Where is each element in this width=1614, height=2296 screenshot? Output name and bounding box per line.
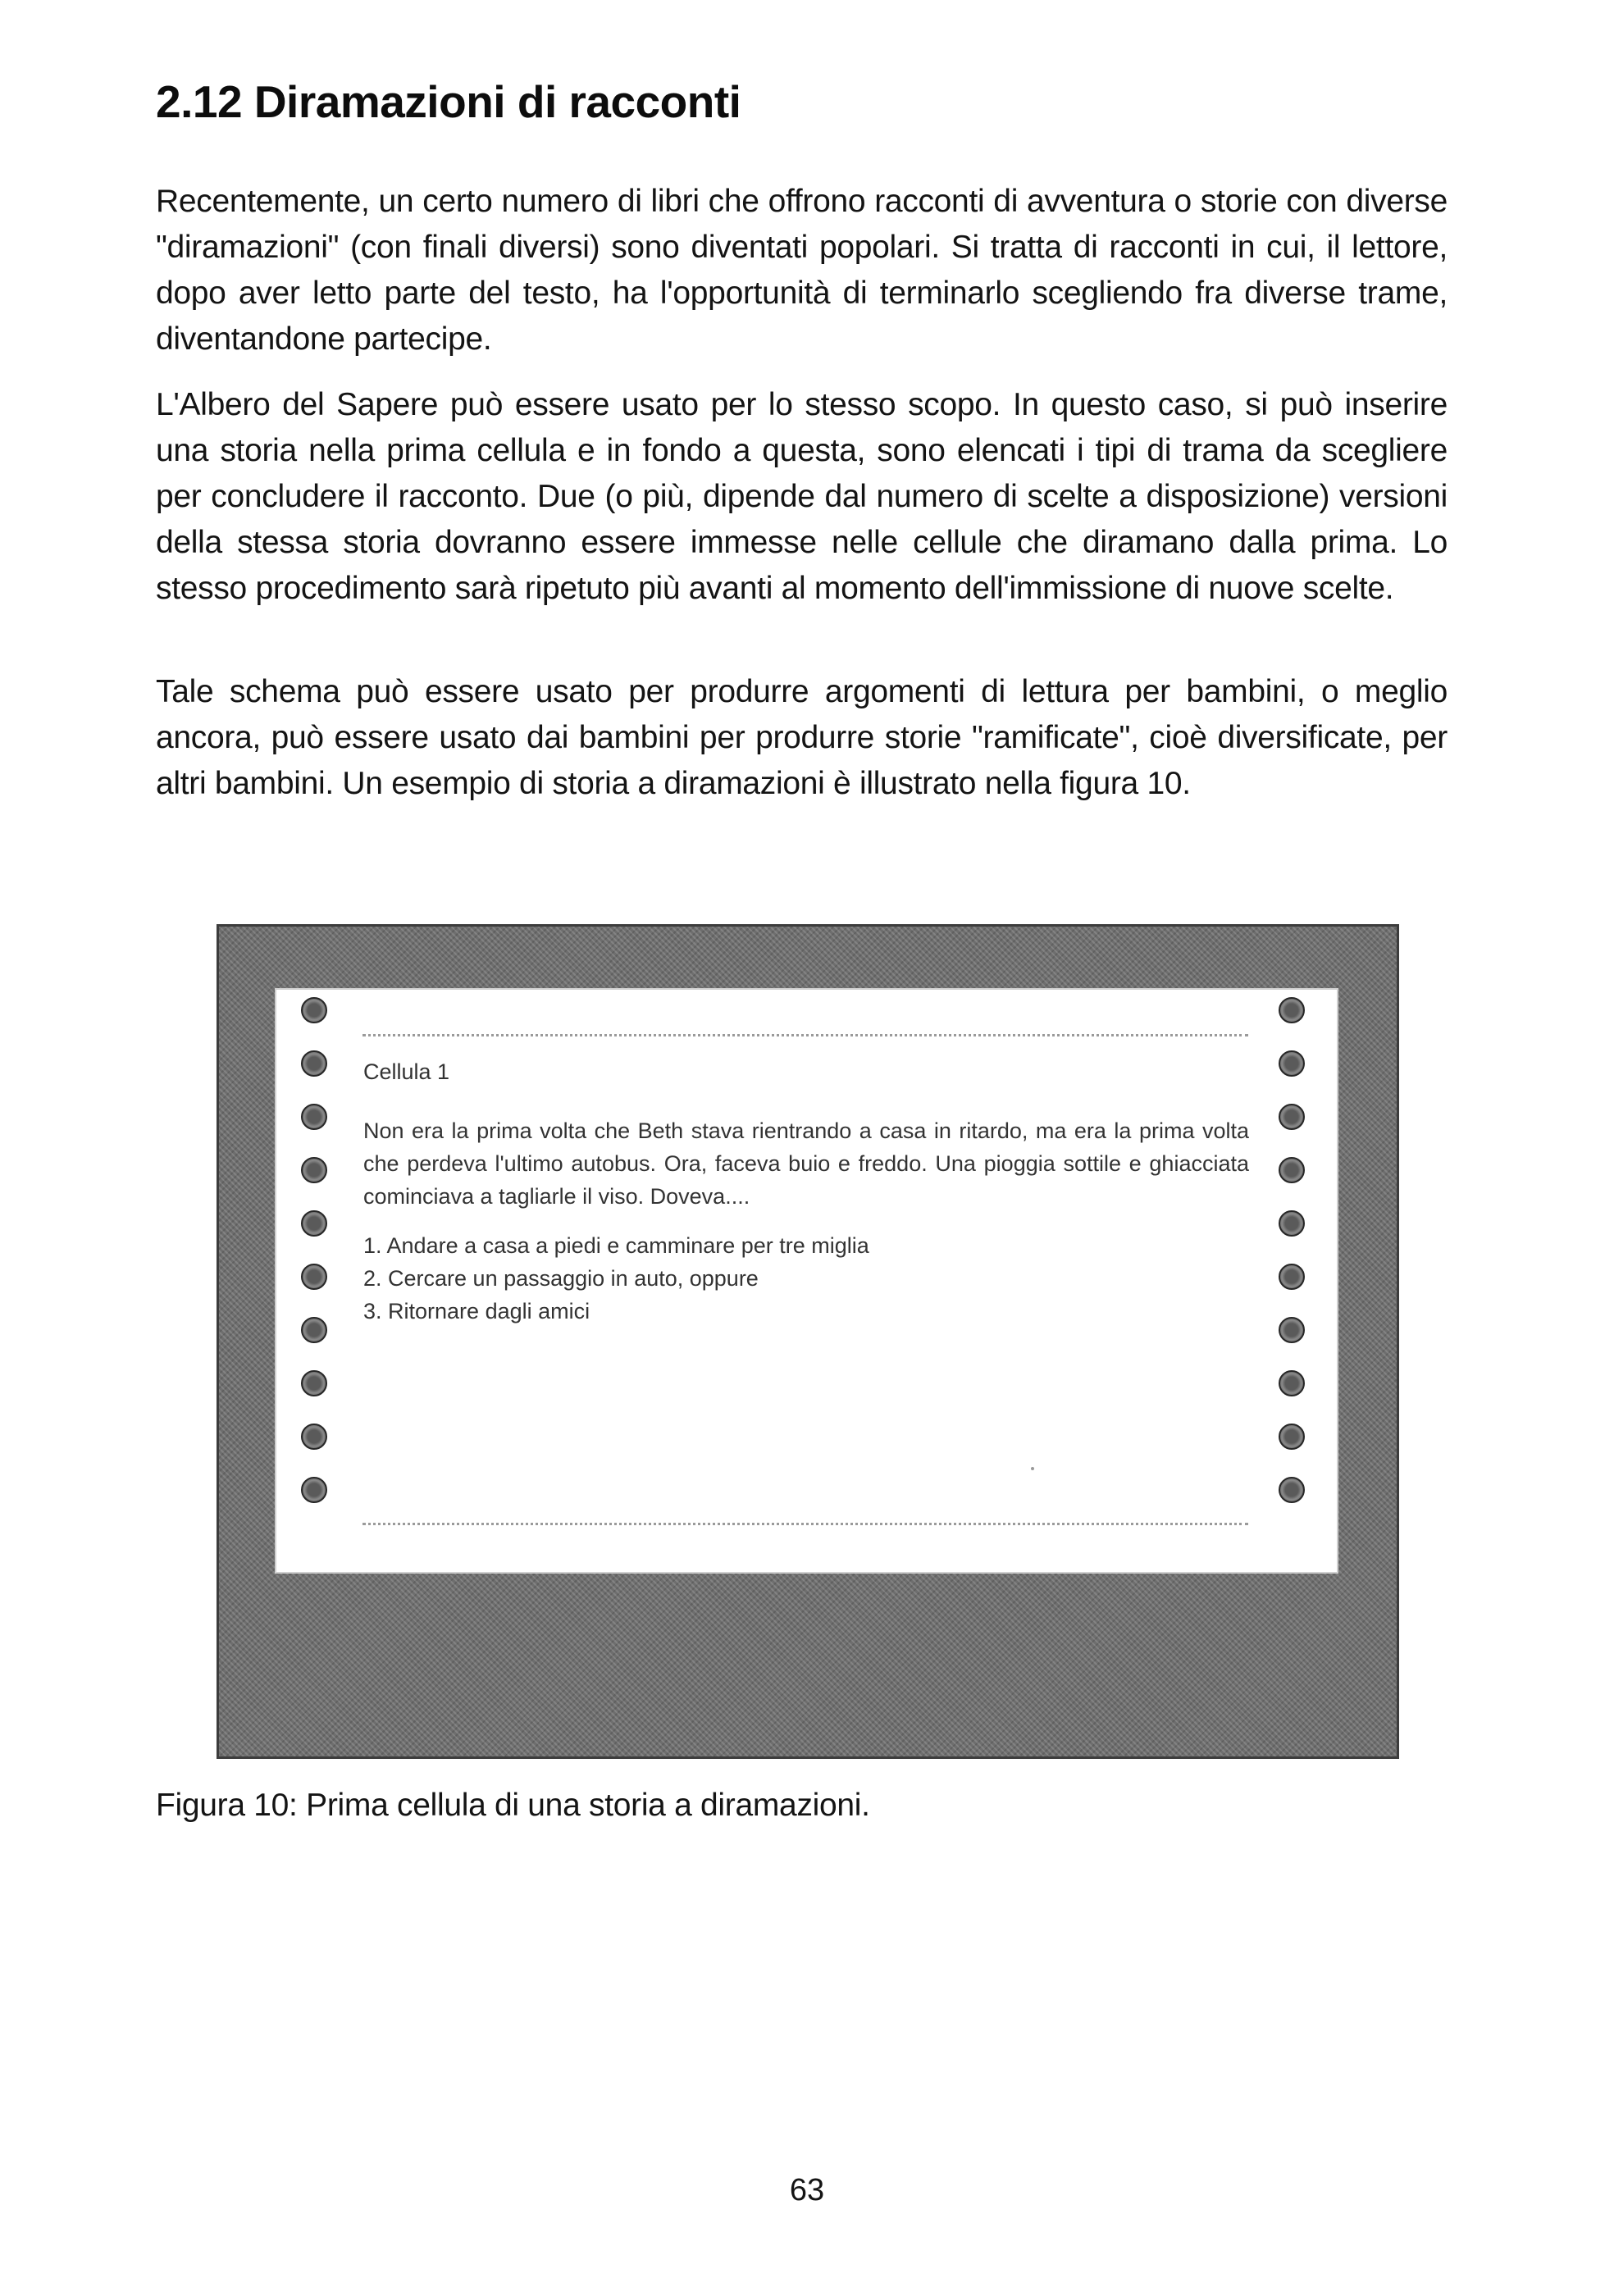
tractor-hole-icon (1279, 1370, 1305, 1396)
tractor-hole-icon (1279, 997, 1305, 1023)
tractor-hole-icon (1279, 1424, 1305, 1450)
section-title: 2.12 Diramazioni di racconti (156, 76, 741, 127)
tractor-hole-icon (301, 1264, 327, 1290)
tractor-hole-icon (1279, 1264, 1305, 1290)
printer-paper-sheet (275, 988, 1338, 1574)
tractor-hole-icon (301, 1424, 327, 1450)
choice-list (363, 1229, 869, 1328)
tractor-hole-icon (301, 1104, 327, 1130)
page-number: 63 (789, 2173, 825, 2207)
tractor-hole-icon (301, 1477, 327, 1503)
paragraph-albero-del-sapere: L'Albero del Sapere può essere usato per lo stesso scopo. In questo caso, si può inserire una storia nella prima cellula e in fondo a questa, sono elencati i tipi di trama da scegliere per concludere il racconto. Due (o più, dipende dal numero di scelte a disposizione) versioni della stessa storia dovranno essere immesse nelle cellule che diramano dalla prima. Lo stesso procedimento sarà ripetuto più avanti al momento dell'immissione di nuove scelte. (156, 387, 1448, 606)
tractor-hole-icon (1279, 1477, 1305, 1503)
tractor-hole-icon (301, 1370, 327, 1396)
paragraph-schema-bambini: Tale schema può essere usato per produrre argomenti di lettura per bambini, o meglio ancora, può essere usato dai bambini per produrre storie "ramificate", cioè diversificate, per altri bambini. Un esempio di storia a diramazioni è illustrato nella figura 10. (156, 674, 1448, 801)
choice-item: 3. Ritornare dagli amici (363, 1299, 590, 1323)
stray-dot (1031, 1467, 1034, 1470)
paragraph-intro: Recentemente, un certo numero di libri che offrono racconti di avventura o storie con diverse "diramazioni" (con finali diversi) sono diventati popolari. Si tratta di racconti in cui, il lettore, dopo aver letto parte del testo, ha l'opportunità di terminarlo scegliendo fra diverse trame, diventandone partecipe. (156, 184, 1448, 357)
choice-item: 2. Cercare un passaggio in auto, oppure (363, 1266, 759, 1291)
figure-caption: Figura 10: Prima cellula di una storia a diramazioni. (156, 1788, 870, 1823)
perforation-line-top (362, 1034, 1248, 1036)
choice-item: 1. Andare a casa a piedi e camminare per tre miglia (363, 1233, 869, 1258)
tractor-hole-icon (301, 1157, 327, 1183)
figure-10-illustration (217, 924, 1399, 1759)
tractor-hole-icon (301, 997, 327, 1023)
tractor-hole-icon (301, 1317, 327, 1343)
cell-story-text: Non era la prima volta che Beth stava rientrando a casa in ritardo, ma era la prima volta che perdeva l'ultimo autobus. Ora, faceva buio e freddo. Una pioggia sottile e ghiacciata cominciava a tagliarle il viso. Doveva.... (363, 1118, 1249, 1209)
tractor-hole-icon (301, 1210, 327, 1237)
tractor-hole-icon (1279, 1317, 1305, 1343)
perforation-line-bottom (362, 1523, 1248, 1525)
tractor-hole-icon (1279, 1210, 1305, 1237)
tractor-hole-icon (1279, 1157, 1305, 1183)
tractor-hole-icon (1279, 1050, 1305, 1077)
tractor-hole-icon (301, 1050, 327, 1077)
cell-title: Cellula 1 (363, 1059, 450, 1084)
tractor-hole-icon (1279, 1104, 1305, 1130)
